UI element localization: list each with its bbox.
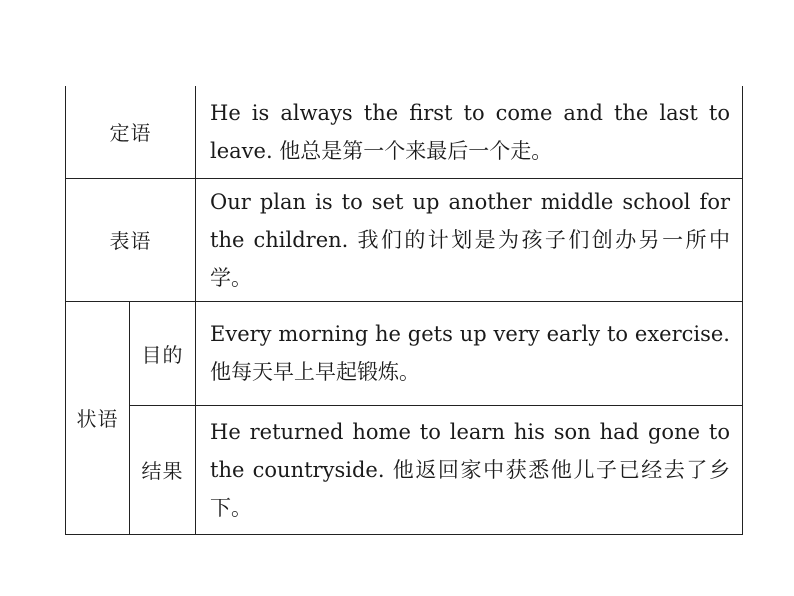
example-adverbial-result <box>196 405 743 534</box>
row-adverbial-result <box>66 405 743 534</box>
label-attribute: 定语 <box>66 86 196 178</box>
example-adverbial-purpose-text: Every morning he gets up very early to exercise. 他每天早上早起锻炼。 <box>210 322 730 384</box>
label-adverbial: 状语 <box>66 301 130 534</box>
row-adverbial-purpose <box>66 301 743 405</box>
label-adverbial-purpose: 目的 <box>130 301 196 405</box>
label-predicative: 表语 <box>66 178 196 301</box>
example-predicative-text: Our plan is to set up another middle school for the children. 我们的计划是为孩子们创办另一所中学。 <box>210 189 730 290</box>
example-attribute <box>196 86 743 178</box>
row-predicative <box>66 178 743 301</box>
example-adverbial-result-text: He returned home to learn his son had gone to the countryside. 他返回家中获悉他儿子已经去了乡下。 <box>210 419 730 520</box>
example-adverbial-purpose <box>196 301 743 405</box>
row-attribute <box>66 86 743 178</box>
example-predicative <box>196 178 743 301</box>
example-attribute-text: He is always the first to come and the last to leave. 他总是第一个来最后一个走。 <box>210 100 730 163</box>
label-adverbial-result: 结果 <box>130 405 196 534</box>
grammar-function-table <box>65 86 743 535</box>
